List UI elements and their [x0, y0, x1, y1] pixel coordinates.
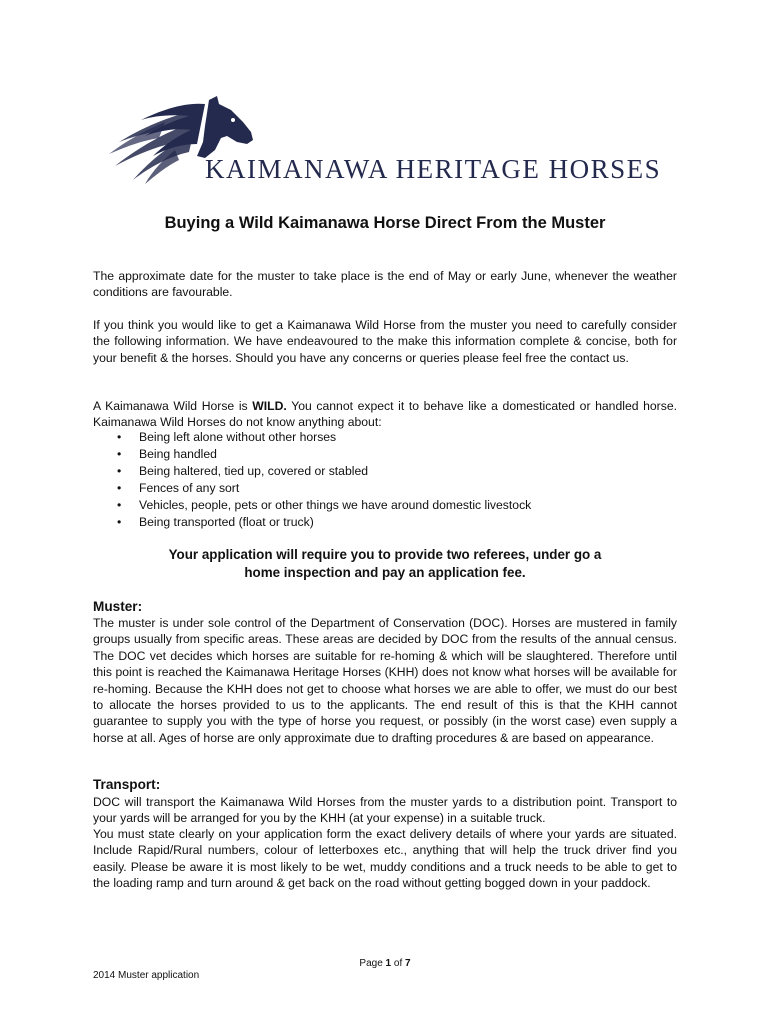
- muster-paragraph: The muster is under sole control of the Department of Conservation (DOC). Horses are mustered in family groups usually from specific areas. These areas are decided by DOC from the results of the annual census. The DOC vet decides which horses are suitable for re-homing & which will be slaughtered. Therefore until this point is reached the Kaimanawa Heritage Horses (KHH) does not know what horses will be available for re-homing. Because the KHH does not get to choose what horses we are able to offer, we must do our best to allocate the horses provided to us to the applicants. The end result of this is that the KHH cannot guarantee to supply you with the type of horse you request, or possibly (in the worst case) even supply a horse at all. Ages of horse are only approximate due to drafting procedures & are based on appearance.: [93, 616, 677, 745]
- application-notice-line1: Your application will require you to provide two referees, under go a: [168, 547, 602, 562]
- transport-paragraph-2: You must state clearly on your application form the exact delivery details of where your yards are situated. Include Rapid/Rural numbers, colour of letterboxes etc., anything that will help the truck driver find you easily. Please be aware it is most likely to be wet, muddy conditions and a truck needs to be able to get to the loading ramp and turn around & get back on the road without getting bogged down in your paddock.: [93, 827, 677, 891]
- logo-wordmark: KAIMANAWA HERITAGE HORSES: [205, 154, 662, 184]
- application-notice-line2: home inspection and pay an application fee.: [244, 565, 526, 580]
- muster-heading: Muster:: [93, 599, 143, 614]
- page-current: 1: [385, 958, 392, 969]
- page-total: 7: [405, 958, 411, 969]
- list-item: • Fences of any sort: [93, 480, 531, 497]
- page-of: of: [391, 958, 406, 969]
- transport-paragraph-1: DOC will transport the Kaimanawa Wild Horses from the muster yards to a distribution point. Transport to your yards will be arranged for you by the KHH (at your expense) in a suitable truck.: [93, 795, 677, 826]
- list-item: • Being handled: [93, 446, 531, 463]
- wild-paragraph: [93, 398, 677, 431]
- list-item: • Vehicles, people, pets or other things we have around domestic livestock: [93, 497, 531, 514]
- wild-text-after: You cannot expect it to behave like a domesticated or handled horse. Kaimanawa Wild Horses do not know anything about:: [93, 399, 678, 430]
- wild-text-before: A Kaimanawa Wild Horse is: [93, 399, 253, 413]
- page-number: [0, 958, 770, 969]
- consider-paragraph: If you think you would like to get a Kaimanawa Wild Horse from the muster you need to carefully consider the following information. We have endeavoured to the make this information complete & concise, both for your benefit & the horses. Should you have any concerns or queries please feel free the contact us.: [93, 318, 677, 365]
- wild-emphasis: WILD.: [252, 399, 287, 413]
- kaimanawa-logo: [105, 96, 665, 188]
- document-title: Buying a Wild Kaimanawa Horse Direct From the Muster: [164, 214, 606, 232]
- list-item: • Being transported (float or truck): [93, 514, 531, 531]
- intro-paragraph: The approximate date for the muster to take place is the end of May or early June, whenever the weather conditions are favourable.: [93, 269, 677, 300]
- list-item: • Being left alone without other horses: [93, 429, 531, 446]
- footer-document-name: 2014 Muster application: [93, 970, 200, 981]
- list-item: • Being haltered, tied up, covered or stabled: [93, 463, 531, 480]
- page-prefix: Page: [359, 958, 386, 969]
- bullet-list: [93, 429, 531, 530]
- transport-heading: Transport:: [93, 777, 161, 792]
